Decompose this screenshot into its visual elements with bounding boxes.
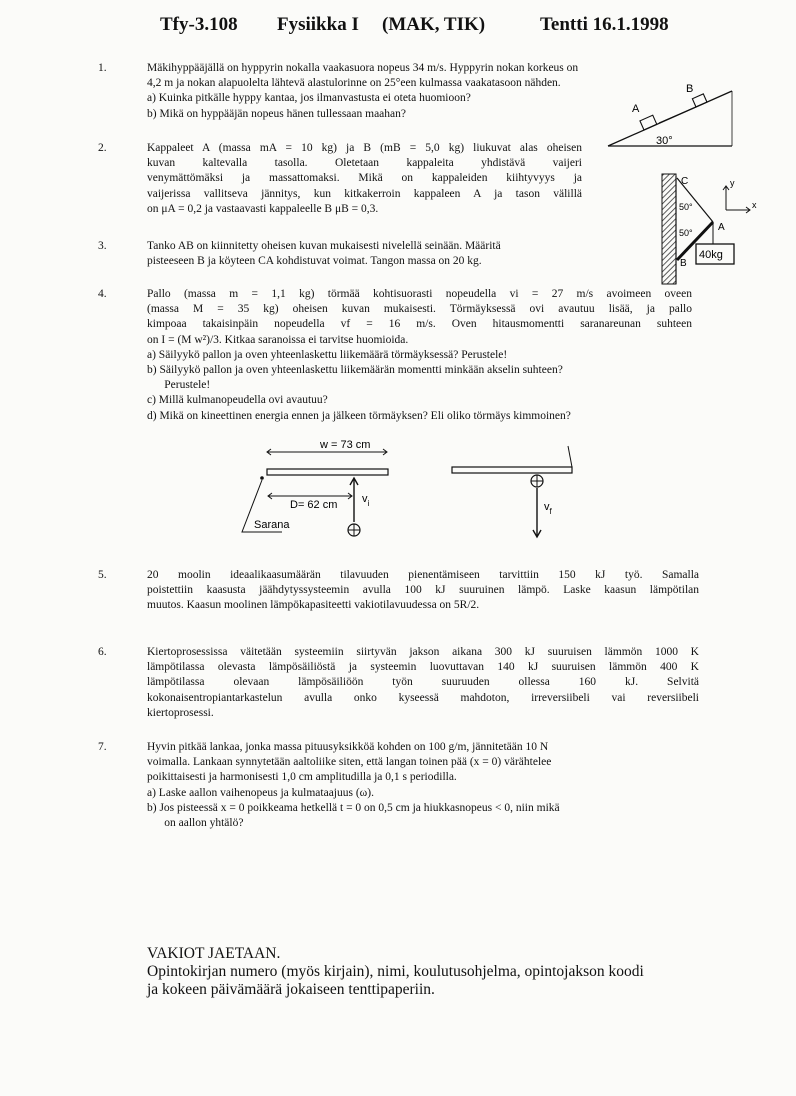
problem-3-number: 3. (98, 240, 107, 252)
incline-label-b: B (686, 83, 694, 95)
angle-top-label: 50° (679, 202, 693, 212)
problem-4-line: d) Mikä on kineettinen energia ennen ja jälkeen törmäyksen? Eli oliko törmäys kimmoinen? (147, 409, 571, 422)
study-programs: (MAK, TIK) (382, 14, 486, 35)
rod-figure (656, 170, 766, 290)
ball-after (531, 475, 543, 487)
angle-bottom-label: 50° (679, 228, 693, 238)
footer-line: Opintokirjan numero (myös kirjain), nimi, koulutusohjelma, opintojakson koodi (147, 963, 644, 980)
problem-2-line: vaijerissa vallitseva jännitys, kun kitkakerroin kappaleen A ja tason välillä (147, 187, 582, 200)
problem-7-text (147, 740, 699, 831)
exam-date: Tentti 16.1.1998 (540, 14, 669, 35)
problem-2-text (147, 141, 582, 217)
problem-1-line: 4,2 m ja nokan alapuolelta lähtevä alastulorinne on 25°een kulmassa vaakatasoon nähden. (147, 77, 561, 90)
problem-7-line: b) Jos pisteessä x = 0 poikkeama hetkellä t = 0 on 0,5 cm ja hiukkasnopeus < 0, niin mikä (147, 801, 560, 814)
problem-5-number: 5. (98, 569, 107, 581)
point-a-label: A (718, 222, 725, 233)
problem-5-line: muutos. Kaasun moolinen lämpökapasiteetti vakiotilavuudessa on 5R/2. (147, 599, 480, 612)
problem-4-line: (massa M = 35 kg) oheisen kuvan mukaisesti. Törmäyksessä ovi avautuu lisää, ja pallo (147, 303, 692, 316)
ball-before (348, 524, 360, 536)
block-b (692, 94, 707, 107)
problem-4-line: a) Säilyykö pallon ja oven yhteenlaskettu liikemäärä törmäyksessä? Perustele! (147, 348, 508, 361)
problem-6-line: kiertoprosessi. (147, 706, 214, 719)
problem-7-line: poikittaisesti ja harmonisesti 1,0 cm amplitudilla ja 0,1 s periodilla. (147, 771, 457, 784)
problem-2-number: 2. (98, 142, 107, 154)
problem-3-line: pisteeseen B ja köyteen CA kohdistuvat voimat. Tangon massa on 20 kg. (147, 255, 482, 268)
course-code: Tfy-3.108 (160, 14, 238, 35)
footer-line: ja kokeen päivämäärä jokaiseen tenttipaperiin. (147, 980, 435, 998)
problem-7-line: voimalla. Lankaan synnytetään aaltoliike siten, että langan toinen pää (x = 0) värähtelee (147, 756, 552, 769)
point-c-label: C (681, 176, 689, 187)
incline-angle-label: 30° (656, 135, 673, 147)
x-axis-label: x (752, 200, 757, 210)
problem-4-line: kimpoaa takaisinpäin nopeudella vf = 16 m/s. Oven hitausmomentti saranareunan suhteen (147, 318, 692, 331)
problem-4-line: b) Säilyykö pallon ja oven yhteenlaskettu liikemäärän momentti minkään akselin suhteen? (147, 364, 563, 377)
problem-6-number: 6. (98, 646, 107, 658)
block-a (640, 115, 657, 130)
width-label: w = 73 cm (320, 439, 371, 451)
footer-title: VAKIOT JAETAAN. (147, 945, 281, 962)
problem-6-line: lämpötilassa olevasta lämpösäiliöstä ja systeemin luovuttavan 140 kJ suuruisen lämmön 400 K (147, 661, 699, 674)
distance-label: D= 62 cm (290, 499, 338, 511)
problem-1-line: Mäkihyppääjällä on hyppyrin nokalla vaakasuora nopeus 34 m/s. Hyppyrin nokan korkeus on (147, 62, 579, 74)
problem-6-line: kokonaisentropiantarkastelun avulla onko kyseessä mahdoton, irreversiibeli vai reversiibeli (147, 691, 699, 704)
problem-2-line: kuvan kaltevalla tasolla. Oletetaan kappaleita yhdistävä vaijeri (147, 157, 582, 170)
hinge-point (260, 476, 264, 480)
mass-label: 40kg (699, 249, 723, 261)
hinge-label: Sarana (254, 519, 290, 531)
door-figure (232, 432, 592, 550)
problem-3-text (147, 239, 642, 269)
problem-5-line: 20 moolin ideaalikaasumäärän tilavuuden pienentämiseen tarvittiin 150 kJ työ. Samalla (147, 569, 699, 581)
problem-4-line: Pallo (massa m = 1,1 kg) törmää kohtisuorasti nopeudella vi = 27 m/s avoimeen oveen (147, 288, 692, 300)
y-axis-label: y (730, 178, 735, 188)
problem-6-line: lämpötilassa olevaan lämpösäiliöön työn suuruuden ollessa 160 kJ. Selvitä (147, 676, 699, 689)
problem-7-line: on aallon yhtälö? (147, 817, 244, 830)
problem-4-number: 4. (98, 288, 107, 300)
problem-2-line: venymättömäksi ja massattomaksi. Mikä on kappaleiden kiihtyvyys ja (147, 172, 582, 185)
problem-7-number: 7. (98, 741, 107, 753)
door-after-edge (568, 446, 572, 467)
incline-label-a: A (632, 103, 640, 115)
vi-label: $v_i$ (362, 493, 370, 508)
problem-1-line: b) Mikä on hyppääjän nopeus hänen tullessaan maahan? (147, 107, 406, 120)
point-b-label: B (680, 258, 687, 269)
problem-7-line: a) Laske aallon vaihenopeus ja kulmataajuus (ω). (147, 786, 374, 799)
wall-hatch (662, 174, 676, 284)
incline-cable (659, 107, 696, 123)
problem-1-line: a) Kuinka pitkälle hyppy kantaa, jos ilmanvastusta ei oteta huomioon? (147, 92, 471, 105)
problem-4-text (147, 287, 692, 424)
problem-4-line: on I = (M w²)/3. Kitkaa saranoissa ei tarvitse huomioida. (147, 333, 409, 346)
incline-figure (600, 76, 740, 152)
door-before (267, 469, 388, 475)
problem-7-line: Hyvin pitkää lankaa, jonka massa pituusyksikköä kohden on 100 g/m, jännitetään 10 N (147, 741, 549, 753)
problem-6-text (147, 645, 699, 721)
problem-5-text (147, 568, 699, 614)
problem-2-line: Kappaleet A (massa mA = 10 kg) ja B (mB = 5,0 kg) liukuvat alas oheisen (147, 142, 582, 154)
vf-label: $v_f$ (544, 501, 552, 516)
problem-4-line: Perustele! (147, 379, 211, 392)
problem-6-line: Kiertoprosessissa väitetään systeemiin siirtyvän jakson aikana 300 kJ suuruisen lämmön 1000 K (147, 646, 699, 658)
problem-2-line: on μA = 0,2 ja vastaavasti kappaleelle B μB = 0,3. (147, 202, 379, 215)
footer-instructions (147, 963, 707, 998)
course-name: Fysiikka I (277, 14, 359, 35)
problem-1-number: 1. (98, 62, 107, 74)
problem-5-line: poistettiin kaasusta jäähdytyssysteemin avulla 100 kJ suuruinen lämpö. Laske kaasun lämpötilan (147, 584, 699, 597)
problem-4-line: c) Millä kulmanopeudella ovi avautuu? (147, 394, 328, 407)
problem-3-line: Tanko AB on kiinnitetty oheisen kuvan mukaisesti nivelellä seinään. Määritä (147, 240, 501, 252)
door-after (452, 467, 572, 473)
